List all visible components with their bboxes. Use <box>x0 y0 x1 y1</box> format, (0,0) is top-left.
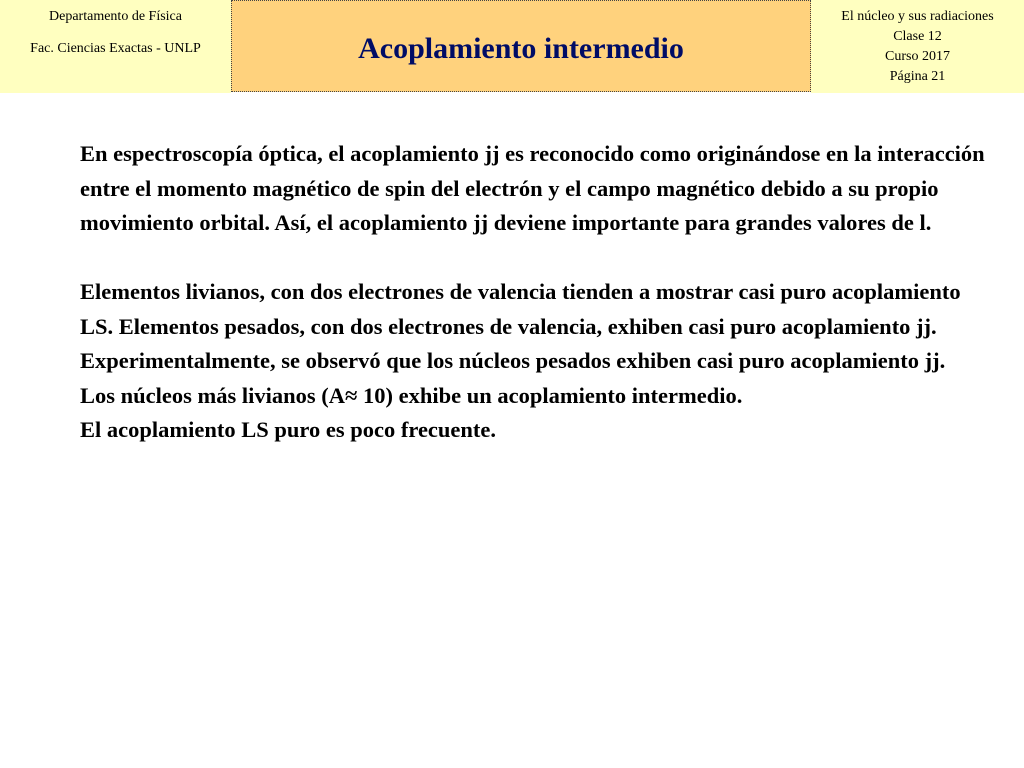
slide-title: Acoplamiento intermedio <box>358 32 684 65</box>
slide-body <box>80 137 990 448</box>
paragraph-optical-spectroscopy: En espectroscopía óptica, el acoplamiento jj es reconocido como originándose en la interacción entre el momento magnético de spin del electrón y el campo magnético debido a su propio movimiento orbital. Así, el acoplamiento jj deviene importante para grandes valores de l. <box>80 141 985 235</box>
page-number: Página 21 <box>889 69 946 84</box>
department-label: Departamento de Física <box>49 9 182 24</box>
paragraph-experimental: Experimentalmente, se observó que los núcleos pesados exhiben casi puro acoplamiento jj. <box>80 348 946 373</box>
lesson-number: Clase 12 <box>893 29 942 44</box>
header-title-box <box>231 0 811 92</box>
paragraph-light-heavy-elements: Elementos livianos, con dos electrones de valencia tienden a mostrar casi puro acoplamiento LS. Elementos pesados, con dos electrones de valencia, exhiben casi puro acoplamiento jj. <box>80 279 961 339</box>
header-left-box <box>0 0 231 93</box>
course-name: El núcleo y sus radiaciones <box>841 9 994 24</box>
paragraph-light-nuclei: Los núcleos más livianos (A≈ 10) exhibe un acoplamiento intermedio. <box>80 382 743 408</box>
paragraph-spacer <box>80 241 990 276</box>
paragraph-ls-coupling: El acoplamiento LS puro es poco frecuente. <box>80 417 497 442</box>
header-right-box <box>811 0 1024 93</box>
course-year: Curso 2017 <box>885 49 950 64</box>
faculty-label: Fac. Ciencias Exactas - UNLP <box>30 41 201 56</box>
